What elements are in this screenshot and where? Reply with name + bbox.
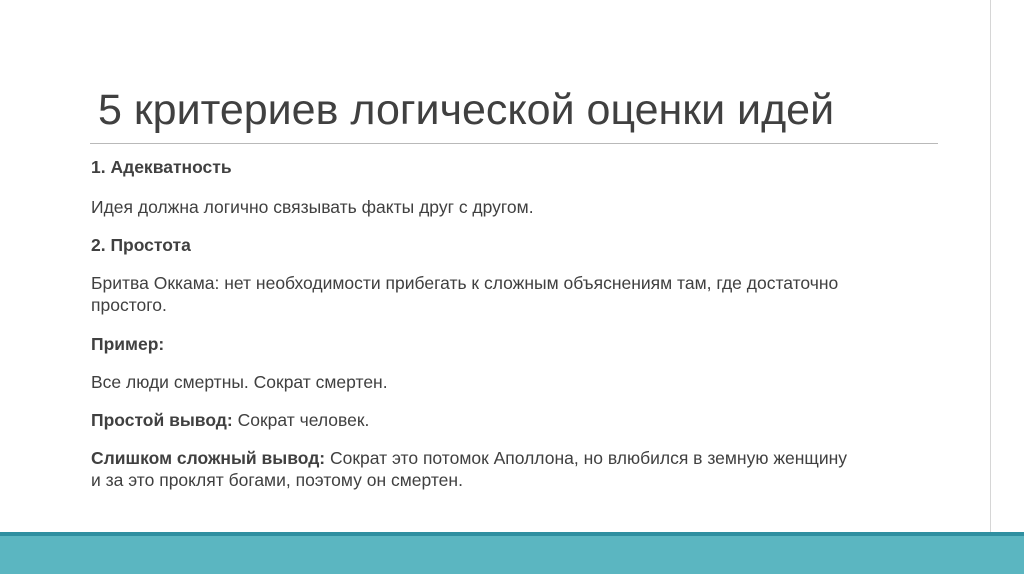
slide-title: 5 критериев логической оценки идей [98, 86, 835, 134]
heading-adequacy-text: 1. Адекватность [91, 157, 232, 177]
slide-side-divider [990, 0, 991, 532]
heading-simplicity [91, 234, 951, 256]
heading-example [91, 333, 951, 355]
heading-simplicity-text: 2. Простота [91, 235, 191, 255]
slide-body [91, 156, 951, 491]
simple-conclusion-label: Простой вывод: [91, 410, 233, 430]
paragraph-adequacy: Идея должна логично связывать факты друг с другом. [91, 197, 534, 217]
title-divider [90, 143, 938, 144]
paragraph-syllogism: Все люди смертны. Сократ смертен. [91, 372, 388, 392]
paragraph-occam [91, 272, 951, 316]
heading-adequacy [91, 156, 951, 178]
complex-conclusion-label: Слишком сложный вывод: [91, 448, 326, 468]
heading-example-text: Пример: [91, 334, 165, 354]
footer-accent-band [0, 536, 1024, 574]
complex-conclusion-text-line1: Сократ это потомок Аполлона, но влюбился в земную женщину [325, 448, 848, 468]
paragraph-occam-line1: Бритва Оккама: нет необходимости прибегать к сложным объяснениям там, где достаточно [91, 273, 839, 293]
simple-conclusion-text: Сократ человек. [232, 410, 370, 430]
complex-conclusion-text-line2: и за это проклят богами, поэтому он смертен. [91, 470, 463, 490]
paragraph-occam-line2: простого. [91, 295, 167, 315]
paragraph-simple-conclusion [91, 409, 951, 431]
paragraph-complex-conclusion [91, 447, 951, 491]
